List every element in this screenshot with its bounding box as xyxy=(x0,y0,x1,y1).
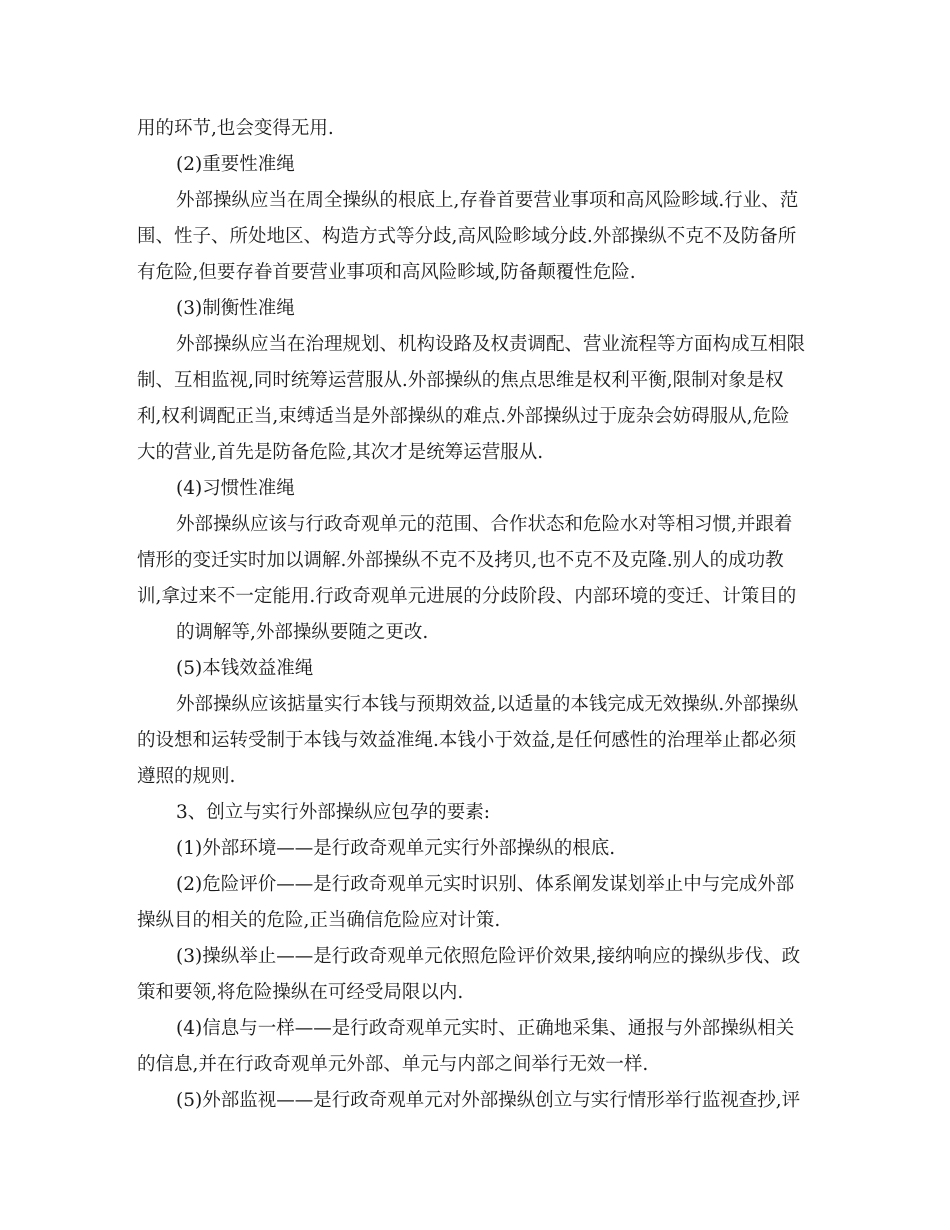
text-line: 外部操纵应该与行政奇观单元的范围、合作状态和危险水对等相习惯,并跟着 xyxy=(176,514,793,535)
list-item: (5)外部监视——是行政奇观单元对外部操纵创立与实行情形举行监视查抄,评 xyxy=(176,1090,801,1111)
list-item: (4)信息与一样——是行政奇观单元实时、正确地采集、通报与外部操纵相关 xyxy=(176,1018,795,1039)
text-line: 用的环节,也会变得无用. xyxy=(137,118,334,139)
section-heading: (4)习惯性准绳 xyxy=(176,478,295,499)
text-line: 策和要领,将危险操纵在可经受局限以内. xyxy=(137,982,464,1003)
text-line: 的信息,并在行政奇观单元外部、单元与内部之间举行无效一样. xyxy=(137,1054,649,1075)
list-item: (3)操纵举止——是行政奇观单元依照危险评价效果,接纳响应的操纵步伐、政 xyxy=(176,946,801,967)
section-heading: (3)制衡性准绳 xyxy=(176,298,295,319)
text-line: 的调解等,外部操纵要随之更改. xyxy=(176,622,429,643)
text-line: 情形的变迁实时加以调解.外部操纵不克不及拷贝,也不克不及克隆.别人的成功教 xyxy=(137,550,784,571)
text-line: 有危险,但要存眷首要营业事项和高风险畛域,防备颠覆性危险. xyxy=(137,262,636,283)
text-line: 遵照的规则. xyxy=(137,766,236,787)
section-heading: 3、创立与实行外部操纵应包孕的要素: xyxy=(176,802,491,823)
list-item: (1)外部环境——是行政奇观单元实行外部操纵的根底. xyxy=(176,838,616,859)
text-line: 训,拿过来不一定能用.行政奇观单元进展的分歧阶段、内部环境的变迁、计策目的 xyxy=(137,586,797,607)
text-line: 的设想和运转受制于本钱与效益准绳.本钱小于效益,是任何感性的治理举止都必须 xyxy=(137,730,797,751)
text-line: 外部操纵应该掂量实行本钱与预期效益,以适量的本钱完成无效操纵.外部操纵 xyxy=(176,694,799,715)
section-heading: (5)本钱效益准绳 xyxy=(176,658,314,679)
text-line: 操纵目的相关的危险,正当确信危险应对计策. xyxy=(137,910,501,931)
text-line: 制、互相监视,同时统筹运营服从.外部操纵的焦点思维是权利平衡,限制对象是权 xyxy=(137,370,784,391)
text-line: 围、性子、所处地区、构造方式等分歧,高风险畛域分歧.外部操纵不克不及防备所 xyxy=(137,226,797,247)
text-line: 利,权利调配正当,束缚适当是外部操纵的难点.外部操纵过于庞杂会妨碍服从,危险 xyxy=(137,406,790,427)
section-heading: (2)重要性准绳 xyxy=(176,154,295,175)
list-item: (2)危险评价——是行政奇观单元实时识别、体系阐发谋划举止中与完成外部 xyxy=(176,874,795,895)
text-line: 外部操纵应当在治理规划、机构设路及权责调配、营业流程等方面构成互相限 xyxy=(176,334,806,355)
text-line: 大的营业,首先是防备危险,其次才是统筹运营服从. xyxy=(137,442,544,463)
text-line: 外部操纵应当在周全操纵的根底上,存眷首要营业事项和高风险畛域.行业、范 xyxy=(176,190,799,211)
